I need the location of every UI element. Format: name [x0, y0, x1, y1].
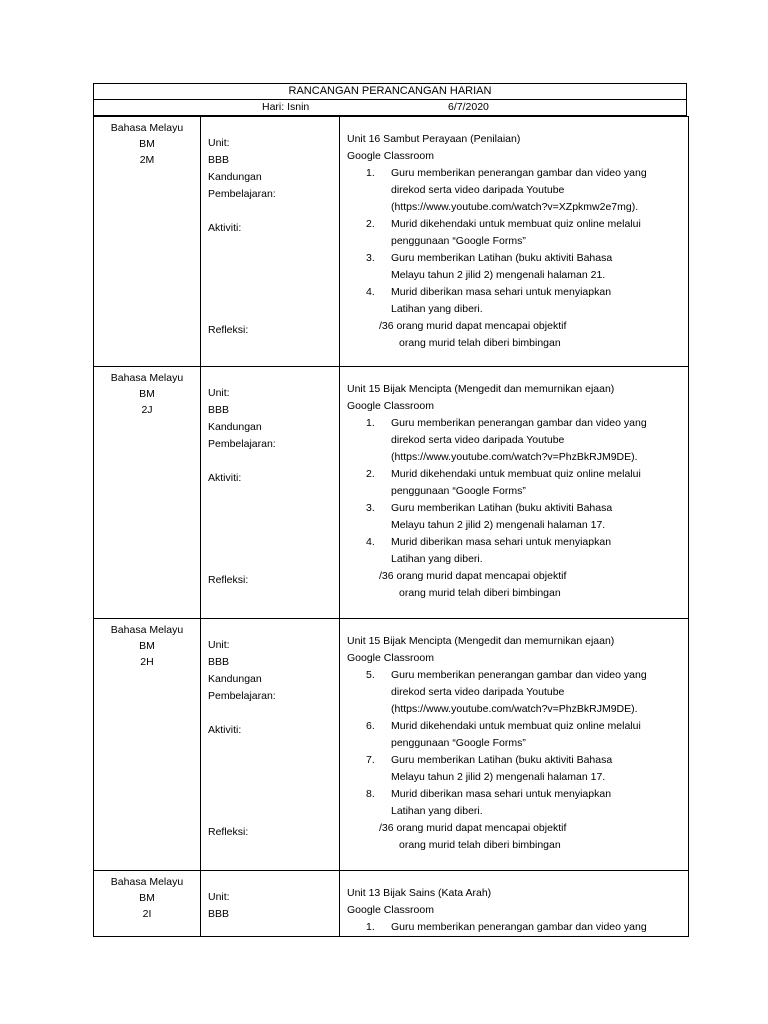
unit-label: Unit: [208, 891, 230, 903]
item-number: 3. [366, 502, 375, 514]
item-text-line: Guru memberikan penerangan gambar dan video yang [391, 417, 647, 429]
bbb-label: BBB [208, 154, 230, 166]
reflection-line-2: orang murid telah diberi bimbingan [399, 839, 561, 851]
item-number: 1. [366, 417, 375, 429]
subject-code: BM [139, 138, 155, 150]
day-label: Hari: Isnin [262, 101, 310, 113]
activity-item [347, 415, 682, 466]
subject-name: Bahasa Melayu [110, 122, 184, 134]
item-text-line: Latihan yang diberi. [391, 303, 483, 315]
section-row [94, 117, 689, 367]
activity-item [347, 718, 682, 752]
activity-item [347, 466, 682, 500]
aktiviti-label: Aktiviti: [208, 222, 242, 234]
class-name: 2J [141, 404, 153, 416]
item-text-line: penggunaan “Google Forms” [391, 485, 526, 497]
item-text-line: (https://www.youtube.com/watch?v=PhzBkRJM9DE). [391, 451, 638, 463]
aktiviti-label: Aktiviti: [208, 472, 242, 484]
activity-item [347, 752, 682, 786]
item-text-line: direkod serta video daripada Youtube [391, 434, 565, 446]
item-text-line: Melayu tahun 2 jilid 2) mengenali halaman 17. [391, 519, 606, 531]
class-info-cell [94, 871, 201, 937]
pembelajaran-label: Pembelajaran: [208, 438, 276, 450]
item-number: 2. [366, 468, 375, 480]
lesson-plan-document [93, 83, 687, 937]
content-cell [340, 117, 689, 367]
class-name: 2M [139, 154, 155, 166]
unit-title: Unit 13 Bijak Sains (Kata Arah) [347, 887, 492, 899]
bbb-label: BBB [208, 404, 230, 416]
activity-item [347, 667, 682, 718]
kandungan-label: Kandungan [208, 421, 262, 433]
item-text-line: Latihan yang diberi. [391, 805, 483, 817]
unit-label: Unit: [208, 387, 230, 399]
item-text-line: Guru memberikan penerangan gambar dan video yang [391, 669, 647, 681]
item-text-line: penggunaan “Google Forms” [391, 737, 526, 749]
item-text-line: Guru memberikan penerangan gambar dan video yang [391, 921, 647, 933]
item-number: 2. [366, 218, 375, 230]
refleksi-label: Refleksi: [208, 826, 249, 838]
item-text-line: Murid dikehendaki untuk membuat quiz online melalui [391, 468, 641, 480]
item-text-line: Murid diberikan masa sehari untuk menyiapkan [391, 286, 612, 298]
item-text-line: Murid dikehendaki untuk membuat quiz online melalui [391, 720, 641, 732]
kandungan-label: Kandungan [208, 171, 262, 183]
item-text-line: (https://www.youtube.com/watch?v=XZpkmw2e7mg). [391, 201, 639, 213]
reflection-line-2: orang murid telah diberi bimbingan [399, 587, 561, 599]
subject-name: Bahasa Melayu [110, 624, 184, 636]
item-text-line: penggunaan “Google Forms” [391, 235, 526, 247]
item-text-line: Guru memberikan Latihan (buku aktiviti Bahasa [391, 502, 613, 514]
item-text-line: Melayu tahun 2 jilid 2) mengenali halaman 21. [391, 269, 606, 281]
class-name: 2H [140, 656, 154, 668]
activity-item [347, 786, 682, 820]
item-text-line: Melayu tahun 2 jilid 2) mengenali halaman 17. [391, 771, 606, 783]
reflection-line-1: /36 orang murid dapat mencapai objektif [379, 822, 567, 834]
item-text-line: Guru memberikan penerangan gambar dan video yang [391, 167, 647, 179]
bbb-label: BBB [208, 908, 230, 920]
item-text-line: Guru memberikan Latihan (buku aktiviti Bahasa [391, 252, 613, 264]
item-number: 5. [366, 669, 375, 681]
reflection-line-2: orang murid telah diberi bimbingan [399, 337, 561, 349]
refleksi-label: Refleksi: [208, 324, 249, 336]
section-row [94, 871, 689, 937]
pembelajaran-label: Pembelajaran: [208, 690, 276, 702]
unit-title: Unit 15 Bijak Mencipta (Mengedit dan memurnikan ejaan) [347, 383, 615, 395]
unit-label: Unit: [208, 137, 230, 149]
item-number: 8. [366, 788, 375, 800]
item-number: 3. [366, 252, 375, 264]
item-number: 1. [366, 167, 375, 179]
subject-name: Bahasa Melayu [110, 372, 184, 384]
date-label: 6/7/2020 [448, 101, 489, 113]
item-text-line: (https://www.youtube.com/watch?v=PhzBkRJM9DE). [391, 703, 638, 715]
reflection-line-1: /36 orang murid dapat mencapai objektif [379, 570, 567, 582]
class-info-cell [94, 619, 201, 871]
section-row [94, 367, 689, 619]
sections-table [93, 116, 689, 937]
document-title: RANCANGAN PERANCANGAN HARIAN [94, 84, 687, 100]
item-text-line: direkod serta video daripada Youtube [391, 184, 565, 196]
class-name: 2I [142, 908, 152, 920]
subject-name: Bahasa Melayu [110, 876, 184, 888]
item-number: 7. [366, 754, 375, 766]
unit-title: Unit 16 Sambut Perayaan (Penilaian) [347, 133, 521, 145]
refleksi-label: Refleksi: [208, 574, 249, 586]
item-number: 1. [366, 921, 375, 933]
date-row-cell [94, 100, 687, 116]
item-number: 4. [366, 536, 375, 548]
item-text-line: Murid dikehendaki untuk membuat quiz online melalui [391, 218, 641, 230]
aktiviti-label: Aktiviti: [208, 724, 242, 736]
activity-item [347, 500, 682, 534]
content-cell [340, 871, 689, 937]
platform: Google Classroom [347, 652, 434, 664]
content-cell [340, 367, 689, 619]
lesson-plan-table [93, 83, 687, 116]
activity-item [347, 250, 682, 284]
subject-code: BM [139, 640, 155, 652]
kandungan-label: Kandungan [208, 673, 262, 685]
item-text-line: Latihan yang diberi. [391, 553, 483, 565]
date-row [94, 100, 687, 116]
class-info-cell [94, 117, 201, 367]
unit-label: Unit: [208, 639, 230, 651]
unit-title: Unit 15 Bijak Mencipta (Mengedit dan memurnikan ejaan) [347, 635, 615, 647]
labels-cell [201, 367, 340, 619]
labels-cell [201, 117, 340, 367]
item-number: 6. [366, 720, 375, 732]
activity-item [347, 919, 682, 936]
activity-item [347, 534, 682, 568]
item-text-line: Guru memberikan Latihan (buku aktiviti Bahasa [391, 754, 613, 766]
platform: Google Classroom [347, 904, 434, 916]
reflection-line-1: /36 orang murid dapat mencapai objektif [379, 320, 567, 332]
class-info-cell [94, 367, 201, 619]
activity-item [347, 165, 682, 216]
title-row [94, 84, 687, 100]
section-row [94, 619, 689, 871]
item-number: 4. [366, 286, 375, 298]
subject-code: BM [139, 892, 155, 904]
content-cell [340, 619, 689, 871]
platform: Google Classroom [347, 400, 434, 412]
bbb-label: BBB [208, 656, 230, 668]
activity-item [347, 216, 682, 250]
labels-cell [201, 871, 340, 937]
subject-code: BM [139, 388, 155, 400]
item-text-line: direkod serta video daripada Youtube [391, 686, 565, 698]
activity-item [347, 284, 682, 318]
pembelajaran-label: Pembelajaran: [208, 188, 276, 200]
platform: Google Classroom [347, 150, 434, 162]
labels-cell [201, 619, 340, 871]
item-text-line: Murid diberikan masa sehari untuk menyiapkan [391, 788, 612, 800]
item-text-line: Murid diberikan masa sehari untuk menyiapkan [391, 536, 612, 548]
